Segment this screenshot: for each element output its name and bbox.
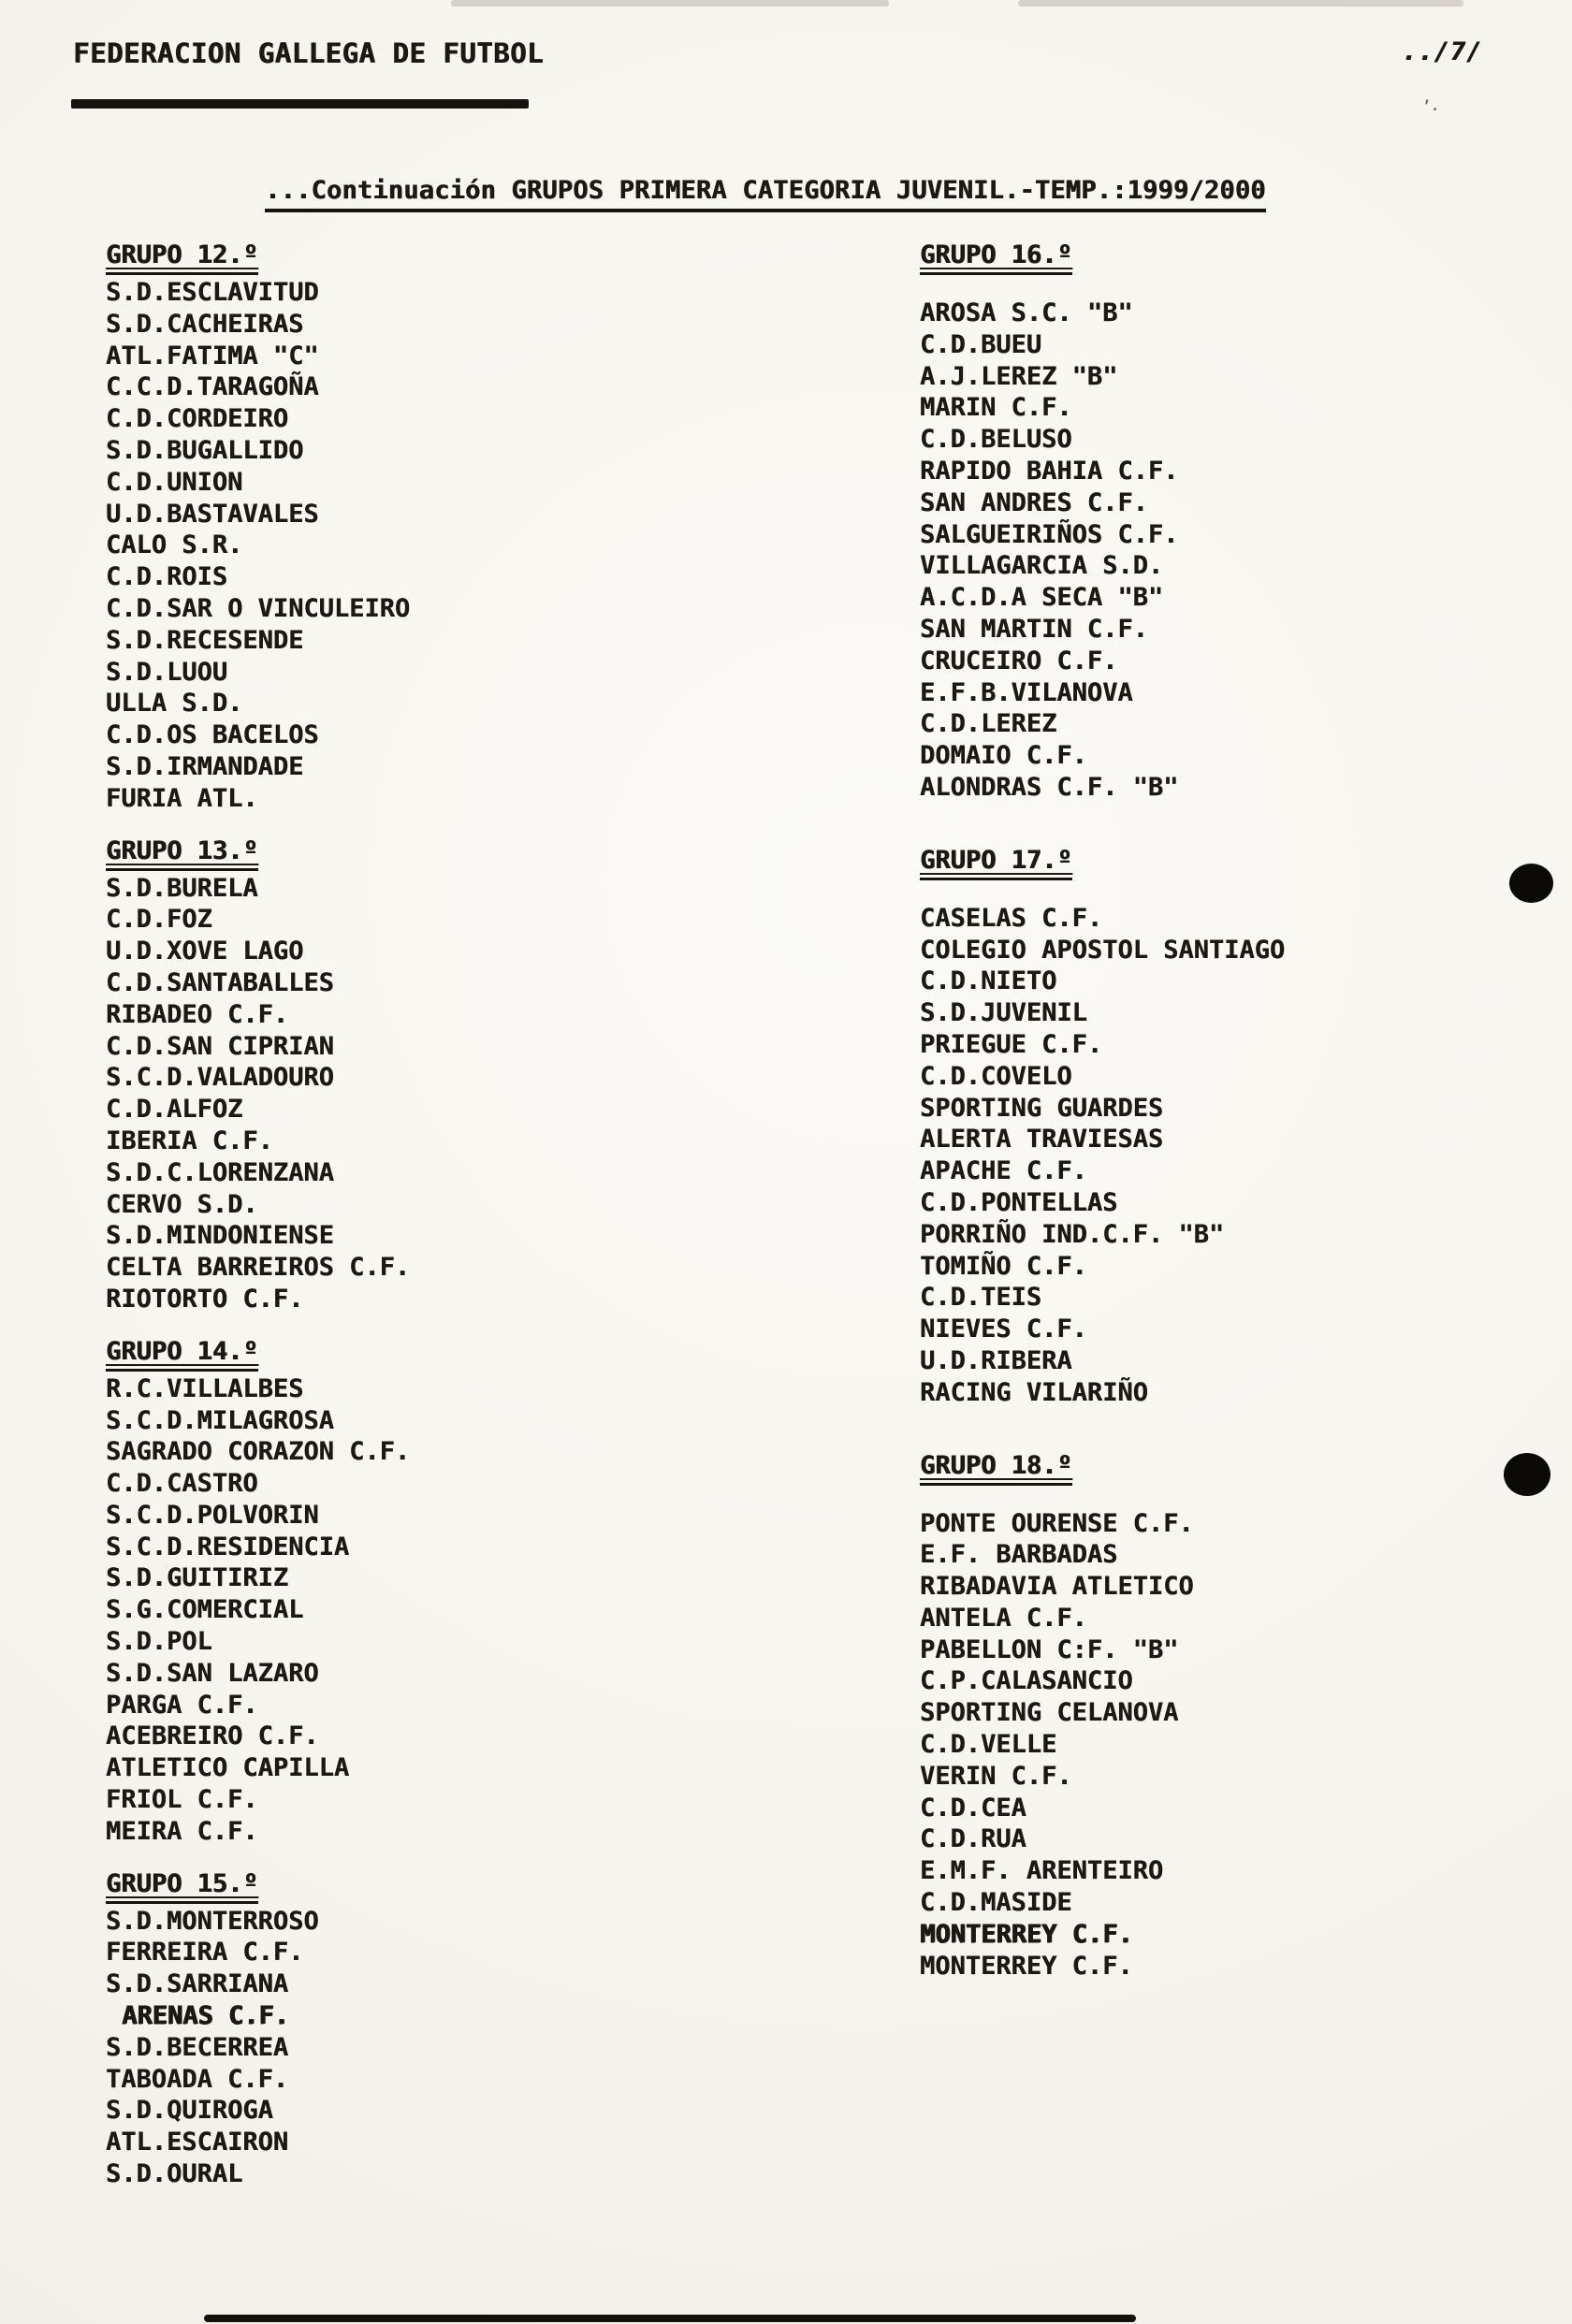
team-name: S.D.QUIROGA <box>106 2096 273 2126</box>
team-name: A.C.D.A SECA "B" <box>920 583 1164 613</box>
team-name: ATLETICO CAPILLA <box>106 1753 350 1783</box>
team-name: C.D.CASTRO <box>106 1469 258 1499</box>
team-name: FURIA ATL. <box>106 783 258 813</box>
team-name: C.D.MASIDE <box>920 1888 1072 1918</box>
team-name: S.D.MINDONIENSE <box>106 1221 334 1251</box>
team-name: S.D.ESCLAVITUD <box>106 278 319 307</box>
team-name: RAPIDO BAHIA C.F. <box>920 456 1179 486</box>
group-heading: GRUPO 17.º <box>920 845 1072 880</box>
team-name: ALERTA TRAVIESAS <box>920 1125 1164 1155</box>
team-name: APACHE C.F. <box>920 1156 1087 1186</box>
team-name: U.D.BASTAVALES <box>106 499 319 529</box>
page-number-marker: ../7/ <box>1402 37 1483 66</box>
team-name: S.D.RECESENDE <box>106 625 304 655</box>
team-name: C.D.TEIS <box>920 1283 1042 1313</box>
group-heading: GRUPO 18.º <box>920 1450 1072 1486</box>
team-name: TOMIÑO C.F. <box>920 1251 1087 1281</box>
team-name: C.C.D.TARAGOÑA <box>106 372 319 402</box>
team-name: C.D.ROIS <box>106 562 228 592</box>
scan-artifact-bottom <box>204 2315 1136 2322</box>
team-name: SAN MARTIN C.F. <box>920 614 1148 644</box>
team-name: C.P.CALASANCIO <box>920 1666 1133 1696</box>
team-name: S.C.D.POLVORIN <box>106 1500 319 1530</box>
team-name: RIBADEO C.F. <box>106 999 289 1029</box>
team-name: NIEVES C.F. <box>920 1315 1087 1344</box>
team-name: C.D.CORDEIRO <box>106 404 289 434</box>
scan-artifact <box>451 0 889 7</box>
left-column <box>106 240 705 2211</box>
scan-artifact <box>1018 0 1463 7</box>
team-name: S.C.D.MILAGROSA <box>106 1405 334 1435</box>
team-name: S.D.SAN LAZARO <box>106 1658 319 1688</box>
team-list <box>920 903 1537 1409</box>
team-name: A.J.LEREZ "B" <box>920 361 1118 391</box>
team-name: S.G.COMERCIAL <box>106 1595 304 1625</box>
team-name: MONTERREY C.F. <box>920 1919 1133 1949</box>
team-name: FRIOL C.F. <box>106 1785 258 1815</box>
team-name: C.D.OS BACELOS <box>106 720 319 750</box>
team-name: DOMAIO C.F. <box>920 741 1087 771</box>
header-underline-bar <box>71 99 529 109</box>
team-name: C.D.PONTELLAS <box>920 1187 1118 1217</box>
team-name: S.C.D.VALADOURO <box>106 1063 334 1093</box>
team-name: RACING VILARIÑO <box>920 1377 1148 1407</box>
team-name: MARIN C.F. <box>920 393 1072 423</box>
team-name: R.C.VILLALBES <box>106 1373 304 1403</box>
team-name: SPORTING CELANOVA <box>920 1698 1179 1728</box>
team-name: S.D.GUITIRIZ <box>106 1563 289 1593</box>
team-name: E.F. BARBADAS <box>920 1540 1118 1570</box>
team-name: ATL.FATIMA "C" <box>106 341 319 370</box>
team-name: C.D.SAR O VINCULEIRO <box>106 593 411 623</box>
team-name: ULLA S.D. <box>106 689 243 719</box>
team-name: COLEGIO APOSTOL SANTIAGO <box>920 935 1286 965</box>
team-list <box>106 873 705 1315</box>
team-name: MONTERREY C.F. <box>920 1951 1133 1981</box>
team-name: CERVO S.D. <box>106 1189 258 1219</box>
team-name: SPORTING GUARDES <box>920 1093 1164 1123</box>
group-section <box>106 240 705 815</box>
team-name: S.D.JUVENIL <box>920 998 1087 1028</box>
group-section <box>106 1868 705 2190</box>
team-list <box>106 277 705 815</box>
team-name: CALO S.R. <box>106 530 243 560</box>
ink-speck: ’. <box>1422 97 1440 114</box>
team-name: MEIRA C.F. <box>106 1816 258 1846</box>
team-name: E.F.B.VILANOVA <box>920 677 1133 707</box>
team-name: C.D.CEA <box>920 1793 1026 1823</box>
team-name: C.D.SANTABALLES <box>106 967 334 997</box>
ink-dot <box>1504 1453 1550 1496</box>
team-name: CELTA BARREIROS C.F. <box>106 1253 411 1283</box>
team-name: CASELAS C.F. <box>920 903 1103 933</box>
team-name: PRIEGUE C.F. <box>920 1029 1103 1059</box>
team-list <box>106 1373 705 1848</box>
team-list <box>920 1508 1537 1983</box>
team-name: PARGA C.F. <box>106 1690 258 1720</box>
team-name: S.D.POL <box>106 1627 212 1657</box>
team-name: SALGUEIRIÑOS C.F. <box>920 519 1179 549</box>
team-name: PORRIÑO IND.C.F. "B" <box>920 1219 1225 1249</box>
group-section <box>920 845 1537 1409</box>
group-heading: GRUPO 12.º <box>106 240 258 275</box>
team-name: TABOADA C.F. <box>106 2064 289 2094</box>
team-name: C.D.BUEU <box>920 329 1042 359</box>
team-name: AROSA S.C. "B" <box>920 298 1133 327</box>
team-name: SAN ANDRES C.F. <box>920 487 1148 517</box>
team-name: C.D.NIETO <box>920 966 1057 996</box>
team-name: S.D.BECERREA <box>106 2032 289 2062</box>
team-name: C.D.SAN CIPRIAN <box>106 1031 334 1061</box>
team-name: S.D.BUGALLIDO <box>106 435 304 465</box>
team-name: S.D.LUOU <box>106 657 228 687</box>
right-column <box>920 240 1537 2023</box>
team-name: S.D.IRMANDADE <box>106 751 304 781</box>
team-name: ALONDRAS C.F. "B" <box>920 772 1179 802</box>
team-name: VILLAGARCIA S.D. <box>920 551 1164 581</box>
team-name: RIOTORTO C.F. <box>106 1284 304 1314</box>
team-name: ANTELA C.F. <box>920 1603 1087 1633</box>
team-name: S.D.SARRIANA <box>106 1969 289 1999</box>
group-heading: GRUPO 15.º <box>106 1868 258 1904</box>
team-name: PONTE OURENSE C.F. <box>920 1508 1194 1538</box>
team-name: SAGRADO CORAZON C.F. <box>106 1437 411 1467</box>
group-heading: GRUPO 16.º <box>920 240 1072 275</box>
team-name: ACEBREIRO C.F. <box>106 1721 319 1751</box>
group-section <box>920 1450 1537 1983</box>
continuation-title: ...Continuación GRUPOS PRIMERA CATEGORIA JUVENIL.-TEMP.:1999/2000 <box>265 176 1266 212</box>
team-name: ATL.ESCAIRON <box>106 2128 289 2157</box>
group-section <box>920 240 1537 804</box>
team-name: E.M.F. ARENTEIRO <box>920 1856 1164 1886</box>
group-section <box>106 1336 705 1848</box>
group-section <box>106 835 705 1315</box>
team-name: ARENAS C.F. <box>122 2001 289 2031</box>
team-name: S.D.OURAL <box>106 2159 243 2189</box>
team-name: C.D.LEREZ <box>920 709 1057 739</box>
team-name: C.D.COVELO <box>920 1061 1072 1091</box>
team-name: RIBADAVIA ATLETICO <box>920 1572 1194 1602</box>
team-name: S.D.C.LORENZANA <box>106 1157 334 1187</box>
team-name: VERIN C.F. <box>920 1761 1072 1791</box>
team-name: U.D.RIBERA <box>920 1345 1072 1375</box>
team-list <box>106 1906 705 2190</box>
team-name: IBERIA C.F. <box>106 1126 273 1155</box>
team-name: FERREIRA C.F. <box>106 1938 304 1968</box>
ink-dot <box>1509 864 1553 903</box>
team-name: C.D.UNION <box>106 467 243 497</box>
federation-header: FEDERACION GALLEGA DE FUTBOL <box>73 37 544 69</box>
team-name: CRUCEIRO C.F. <box>920 646 1118 675</box>
team-name: U.D.XOVE LAGO <box>106 937 304 966</box>
team-name: S.D.CACHEIRAS <box>106 309 304 339</box>
team-list <box>920 298 1537 804</box>
team-name: PABELLON C:F. "B" <box>920 1634 1179 1664</box>
team-name: S.C.D.RESIDENCIA <box>106 1532 350 1561</box>
team-name: S.D.BURELA <box>106 873 258 903</box>
team-name: C.D.RUA <box>920 1824 1026 1854</box>
team-name: C.D.VELLE <box>920 1730 1057 1760</box>
team-name: C.D.ALFOZ <box>106 1095 243 1125</box>
group-heading: GRUPO 13.º <box>106 835 258 871</box>
team-name: S.D.MONTERROSO <box>106 1906 319 1936</box>
group-heading: GRUPO 14.º <box>106 1336 258 1372</box>
team-name: C.D.BELUSO <box>920 425 1072 455</box>
team-name: C.D.FOZ <box>106 905 212 935</box>
